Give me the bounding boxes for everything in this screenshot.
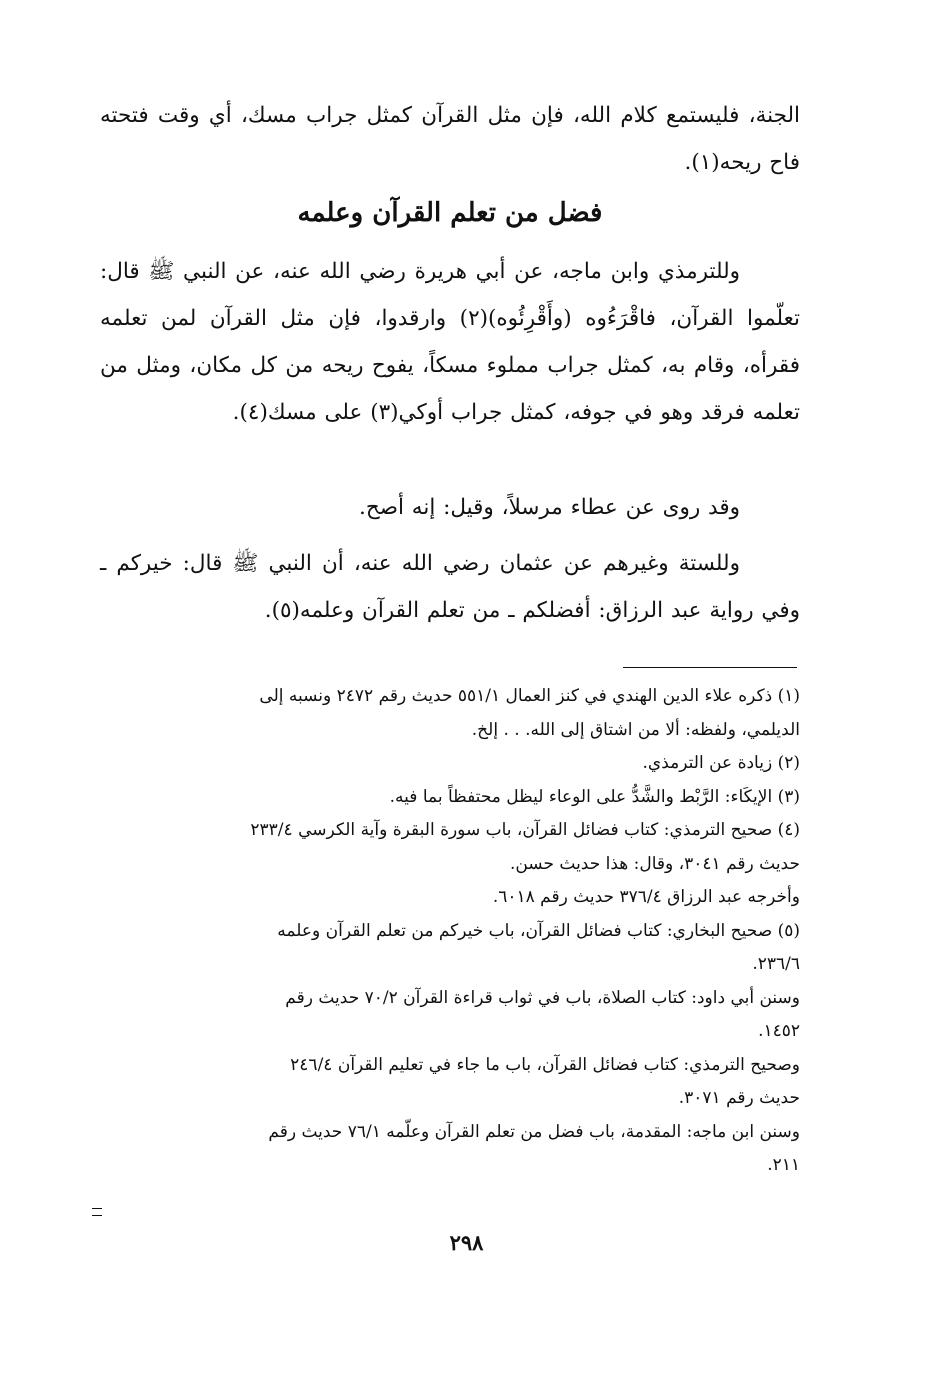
footnote-line: حديث رقم ٣٠٧١.: [678, 1088, 800, 1108]
page-number: ٢٩٨: [449, 1230, 484, 1255]
margin-mark: [92, 1208, 102, 1216]
footnote-line: (٣) الإيكَاء: الرَّبْط والشَّدُّ على الوعاء ليظل محتفظاً بما فيه.: [389, 786, 800, 807]
footnote-line: (٢) زيادة عن الترمذي.: [642, 753, 800, 773]
footnote-line: ٢١١.: [767, 1155, 800, 1175]
footnote-separator: [623, 667, 797, 668]
footnote-line: وسنن ابن ماجه: المقدمة، باب فضل من تعلم القرآن وعلّمه ٧٦/١ حديث رقم: [268, 1121, 800, 1142]
footnote-line: ٢٣٦/٦.: [752, 954, 800, 974]
footnote-line: (١) ذكره علاء الدين الهندي في كنز العمال ٥٥١/١ حديث رقم ٢٤٧٢ ونسبه إلى: [259, 686, 800, 706]
footnote-line: الديلمي، ولفظه: ألا من اشتاق إلى الله. . . إلخ.: [471, 719, 800, 740]
section-heading: فضل من تعلم القرآن وعلمه: [297, 198, 603, 228]
footnote-line: وصحيح الترمذي: كتاب فضائل القرآن، باب ما جاء في تعليم القرآن ٢٤٦/٤: [290, 1054, 800, 1075]
footnotes: [108, 680, 800, 1183]
footnote-line: وأخرجه عبد الرزاق ٣٧٦/٤ حديث رقم ٦٠١٨.: [492, 887, 800, 907]
footnote-line: حديث رقم ٣٠٤١، وقال: هذا حديث حسن.: [509, 853, 800, 874]
footnote-line: ١٤٥٢.: [758, 1021, 800, 1041]
paragraph-tirmidhi-hadith: وللترمذي وابن ماجه، عن أبي هريرة رضي الله عنه، عن النبي ﷺ قال: تعلّموا القرآن، فاقْرَءُوه (وأَقْرِئُوه)(٢) وارقدوا، فإن مثل القرآن لمن تعلمه فقرأه، وقام به، كمثل جراب مملوء مسكاً، يفوح ريحه من كل مكان، ومثل من تعلمه فرقد وهو في جوفه، كمثل جراب أوكي(٣) على مسك(٤).: [100, 259, 800, 425]
footnote-line: (٥) صحيح البخاري: كتاب فضائل القرآن، باب خيركم من تعلم القرآن وعلمه: [277, 920, 800, 941]
paragraph-uthman-hadith: وللستة وغيرهم عن عثمان رضي الله عنه، أن النبي ﷺ قال: خيركم ـ وفي رواية عبد الرزاق: أفضلكم ـ من تعلم القرآن وعلمه(٥).: [100, 551, 800, 623]
paragraph-ata-mursal: وقد روى عن عطاء مرسلاً، وقيل: إنه أصح.: [359, 495, 740, 520]
footnote-line: وسنن أبي داود: كتاب الصلاة، باب في ثواب قراءة القرآن ٧٠/٢ حديث رقم: [285, 987, 800, 1008]
top-paragraph: الجنة، فليستمع كلام الله، فإن مثل القرآن كمثل جراب مسك، أي وقت فتحته فاح ريحه(١).: [100, 103, 800, 175]
footnote-line: (٤) صحيح الترمذي: كتاب فضائل القرآن، باب سورة البقرة وآية الكرسي ٢٣٣/٤: [250, 820, 800, 840]
